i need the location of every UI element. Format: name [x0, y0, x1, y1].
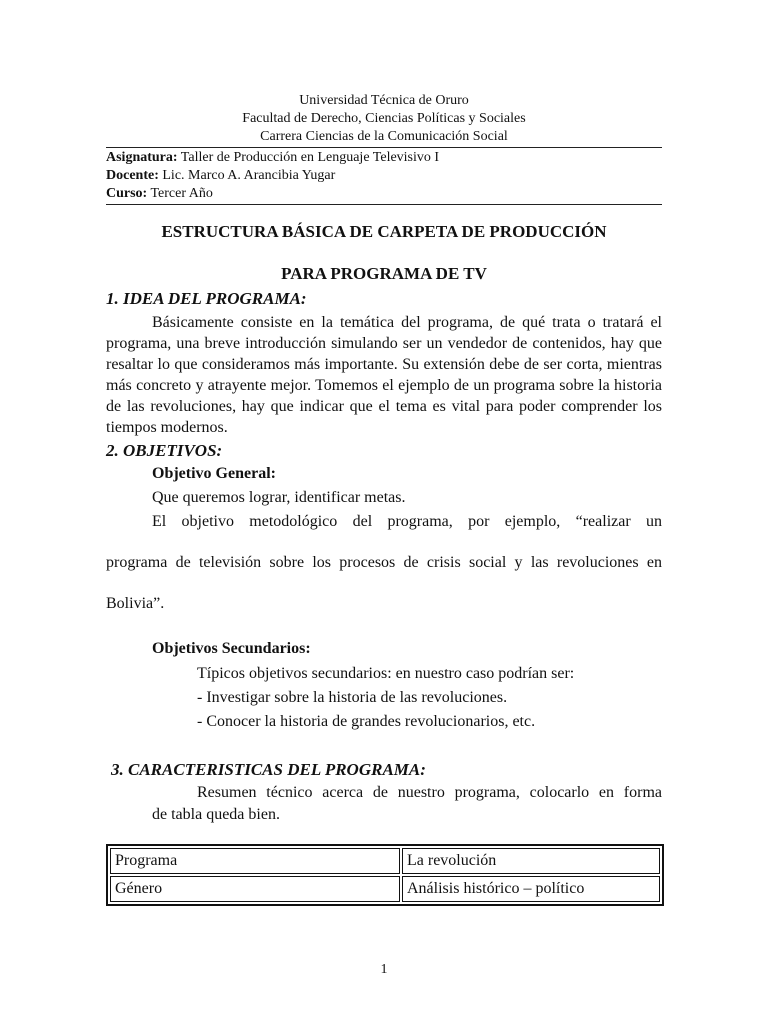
document-title: ESTRUCTURA BÁSICA DE CARPETA DE PRODUCCIÓN	[161, 222, 607, 241]
document-subtitle: PARA PROGRAMA DE TV	[281, 264, 487, 283]
section-2-heading: 2. OBJETIVOS:	[106, 441, 223, 460]
method-objective-line-1: El objetivo metodológico del programa, por ejemplo, “realizar un	[152, 513, 662, 530]
secondary-objective-item: - Conocer la historia de grandes revolucionarios, etc.	[197, 713, 536, 730]
university-name: Universidad Técnica de Oruro	[299, 93, 469, 108]
table-cell: Análisis histórico – político	[402, 876, 660, 902]
meta-curso	[106, 185, 213, 203]
section-1-body: Básicamente consiste en la temática del programa, de qué trata o tratará el programa, una breve introducción simulando ser un vendedor de contenidos, hay que resaltar lo que consideramos más importante. Su extensión debe de ser corta, mientras más concreto y atrayente mejor. Tomemos el ejemplo de un programa sobre la historia de las revoluciones, hay que indicar que el tema es vital para poder comprender los tiempos modernos.	[106, 314, 662, 436]
general-objective-heading: Objetivo General:	[152, 465, 276, 482]
secondary-objectives-heading: Objetivos Secundarios:	[152, 640, 311, 657]
section-3-body-line-2: de tabla queda bien.	[152, 806, 280, 823]
page-number: 1	[380, 962, 388, 977]
section-3-heading: 3. CARACTERISTICAS DEL PROGRAMA:	[111, 760, 426, 779]
docente-label: Docente:	[106, 168, 159, 183]
curso-label: Curso:	[106, 186, 148, 201]
general-objective-text: Que queremos lograr, identificar metas.	[152, 489, 406, 506]
table-cell: Programa	[110, 848, 400, 874]
method-objective-line-3: Bolivia”.	[106, 595, 165, 612]
meta-docente	[106, 167, 335, 185]
table-cell: La revolución	[402, 848, 660, 874]
meta-asignatura	[106, 149, 439, 167]
table-row	[110, 876, 660, 902]
method-objective-line-2: programa de televisión sobre los procesos de crisis social y las revoluciones en	[106, 554, 662, 571]
docente-value: Lic. Marco A. Arancibia Yugar	[158, 168, 336, 183]
table-row	[110, 848, 660, 874]
secondary-objectives-intro: Típicos objetivos secundarios: en nuestro caso podrían ser:	[197, 665, 575, 682]
faculty-name: Facultad de Derecho, Ciencias Políticas y Sociales	[242, 111, 526, 126]
header-top-rule	[106, 147, 662, 148]
table-cell: Género	[110, 876, 400, 902]
asignatura-label: Asignatura:	[106, 150, 178, 165]
asignatura-value: Taller de Producción en Lenguaje Televisivo I	[177, 150, 440, 165]
secondary-objective-item: - Investigar sobre la historia de las revoluciones.	[197, 689, 508, 706]
program-characteristics-table	[106, 844, 664, 906]
section-3-body-line-1: Resumen técnico acerca de nuestro programa, colocarlo en forma	[197, 784, 662, 801]
career-name: Carrera Ciencias de la Comunicación Social	[260, 129, 508, 144]
section-1-heading: 1. IDEA DEL PROGRAMA:	[106, 289, 307, 308]
header-bottom-rule	[106, 204, 662, 205]
curso-value: Tercer Año	[147, 186, 213, 201]
